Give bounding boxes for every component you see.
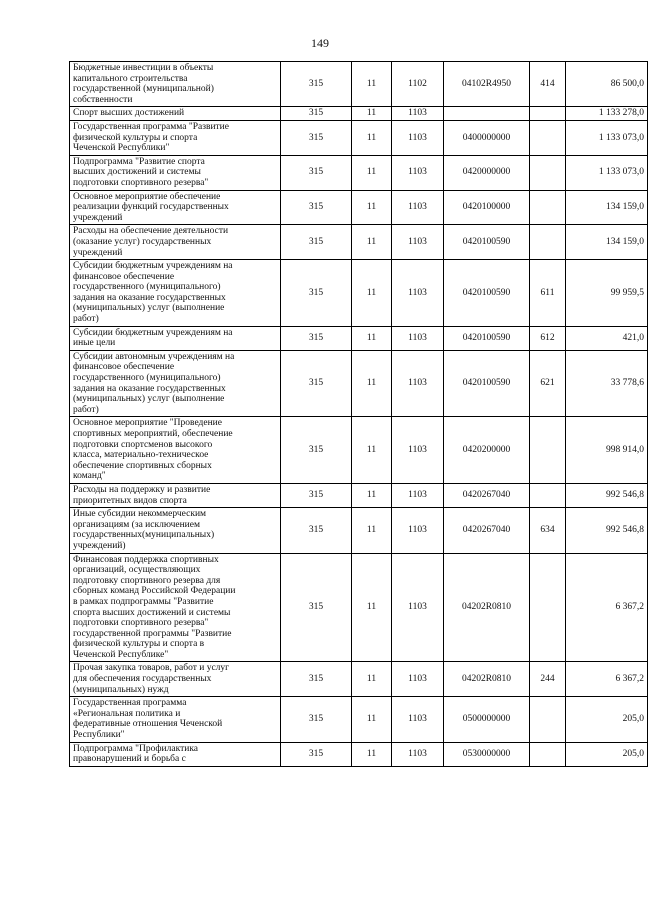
section-code-cell: 11 — [352, 107, 392, 121]
subsection-code-cell: 1103 — [392, 260, 444, 327]
table-row — [70, 155, 648, 190]
amount-cell: 6 367,2 — [566, 662, 648, 697]
target-article-cell: 0420267040 — [444, 508, 530, 553]
section-code-cell: 11 — [352, 508, 392, 553]
subsection-code-cell: 1103 — [392, 190, 444, 225]
target-article-cell: 0420000000 — [444, 155, 530, 190]
item-name-cell — [70, 190, 281, 225]
expense-type-cell: 634 — [530, 508, 566, 553]
item-name-text: Подпрограмма "Профилактика правонарушений и борьба с — [73, 743, 199, 765]
subsection-code-cell: 1103 — [392, 508, 444, 553]
subsection-code-cell: 1102 — [392, 62, 444, 107]
table-row — [70, 742, 648, 766]
expense-type-cell — [530, 107, 566, 121]
subsection-code-cell: 1103 — [392, 417, 444, 484]
table-row — [70, 260, 648, 327]
ministry-code-cell: 315 — [281, 260, 352, 327]
ministry-code-cell: 315 — [281, 225, 352, 260]
table-row — [70, 697, 648, 742]
subsection-code-cell: 1103 — [392, 120, 444, 155]
item-name-text: Основное мероприятие "Проведение спортивных мероприятий, обеспечение подготовки спортсменов высокого класса, материально-техническое обеспечение спортивных сборных команд" — [73, 418, 233, 482]
table-row — [70, 350, 648, 417]
budget-table — [69, 61, 648, 767]
table-row — [70, 553, 648, 662]
target-article-cell: 0530000000 — [444, 742, 530, 766]
amount-cell: 99 959,5 — [566, 260, 648, 327]
item-name-text: Бюджетные инвестиции в объекты капитального строительства государственной (муниципальной) собственности — [73, 63, 214, 105]
ministry-code-cell: 315 — [281, 190, 352, 225]
amount-cell: 1 133 278,0 — [566, 107, 648, 121]
item-name-text: Субсидии бюджетным учреждениям на иные цели — [73, 327, 233, 349]
amount-cell: 1 133 073,0 — [566, 120, 648, 155]
amount-cell: 992 546,8 — [566, 483, 648, 507]
subsection-code-cell: 1103 — [392, 107, 444, 121]
subsection-code-cell: 1103 — [392, 326, 444, 350]
expense-type-cell — [530, 697, 566, 742]
expense-type-cell — [530, 417, 566, 484]
item-name-text: Расходы на обеспечение деятельности (оказание услуг) государственных учреждений — [73, 226, 229, 258]
expense-type-cell — [530, 742, 566, 766]
table-row — [70, 120, 648, 155]
item-name-text: Государственная программа "Развитие физической культуры и спорта Чеченской Республики" — [73, 121, 229, 154]
ministry-code-cell: 315 — [281, 742, 352, 766]
section-code-cell: 11 — [352, 190, 392, 225]
section-code-cell: 11 — [352, 62, 392, 107]
table-row — [70, 107, 648, 121]
table-row — [70, 508, 648, 553]
target-article-cell — [444, 107, 530, 121]
subsection-code-cell: 1103 — [392, 553, 444, 662]
item-name-text: Спорт высших достижений — [73, 108, 185, 119]
target-article-cell: 0420100000 — [444, 190, 530, 225]
target-article-cell: 04202R0810 — [444, 553, 530, 662]
item-name-cell — [70, 417, 281, 484]
section-code-cell: 11 — [352, 417, 392, 484]
target-article-cell: 0420100590 — [444, 326, 530, 350]
subsection-code-cell: 1103 — [392, 350, 444, 417]
amount-cell: 205,0 — [566, 742, 648, 766]
expense-type-cell: 414 — [530, 62, 566, 107]
ministry-code-cell: 315 — [281, 326, 352, 350]
expense-type-cell — [530, 190, 566, 225]
ministry-code-cell: 315 — [281, 483, 352, 507]
item-name-cell — [70, 350, 281, 417]
item-name-text: Финансовая поддержка спортивных организаций, осуществляющих подготовку спортивного резерва для сборных команд Российской Федерации в рамках подпрограммы "Развитие спорта высших достижений и системы подготовки спортивного резерва" государственной программы "Развитие физической культуры и спорта в Чеченской Республике" — [73, 554, 236, 660]
section-code-cell: 11 — [352, 483, 392, 507]
ministry-code-cell: 315 — [281, 508, 352, 553]
table-row — [70, 417, 648, 484]
expense-type-cell — [530, 553, 566, 662]
item-name-cell — [70, 483, 281, 507]
ministry-code-cell: 315 — [281, 417, 352, 484]
expense-type-cell — [530, 155, 566, 190]
subsection-code-cell: 1103 — [392, 697, 444, 742]
table-row — [70, 326, 648, 350]
section-code-cell: 11 — [352, 697, 392, 742]
item-name-cell — [70, 155, 281, 190]
budget-table-body — [70, 62, 648, 767]
item-name-text: Иные субсидии некоммерческим организациям (за исключением государственных(муниципальных) учреждений) — [73, 509, 215, 551]
item-name-cell — [70, 62, 281, 107]
expense-type-cell: 244 — [530, 662, 566, 697]
item-name-cell — [70, 225, 281, 260]
ministry-code-cell: 315 — [281, 120, 352, 155]
section-code-cell: 11 — [352, 662, 392, 697]
amount-cell: 421,0 — [566, 326, 648, 350]
target-article-cell: 0420267040 — [444, 483, 530, 507]
item-name-text: Субсидии автономным учреждениям на финансовое обеспечение государственного (муниципального) задания на оказание государственных (муниципальных) услуг (выполнение работ) — [73, 351, 235, 415]
ministry-code-cell: 315 — [281, 697, 352, 742]
expense-type-cell: 612 — [530, 326, 566, 350]
expense-type-cell: 621 — [530, 350, 566, 417]
amount-cell: 992 546,8 — [566, 508, 648, 553]
item-name-text: Основное мероприятие обеспечение реализации функций государственных учреждений — [73, 191, 229, 223]
ministry-code-cell: 315 — [281, 662, 352, 697]
section-code-cell: 11 — [352, 225, 392, 260]
item-name-text: Субсидии бюджетным учреждениям на финансовое обеспечение государственного (муниципального) задания на оказание государственных (муниципальных) услуг (выполнение работ) — [73, 261, 233, 325]
section-code-cell: 11 — [352, 350, 392, 417]
amount-cell: 6 367,2 — [566, 553, 648, 662]
expense-type-cell — [530, 483, 566, 507]
amount-cell: 86 500,0 — [566, 62, 648, 107]
section-code-cell: 11 — [352, 553, 392, 662]
item-name-cell — [70, 120, 281, 155]
amount-cell: 205,0 — [566, 697, 648, 742]
item-name-text: Государственная программа «Региональная политика и федеративные отношения Чеченской Республики" — [73, 698, 223, 741]
ministry-code-cell: 315 — [281, 62, 352, 107]
amount-cell: 1 133 073,0 — [566, 155, 648, 190]
target-article-cell: 0500000000 — [444, 697, 530, 742]
item-name-cell — [70, 662, 281, 697]
subsection-code-cell: 1103 — [392, 155, 444, 190]
item-name-cell — [70, 742, 281, 766]
amount-cell: 33 778,6 — [566, 350, 648, 417]
target-article-cell: 0420100590 — [444, 260, 530, 327]
amount-cell: 134 159,0 — [566, 225, 648, 260]
page-number: 149 — [311, 36, 329, 50]
target-article-cell: 0420100590 — [444, 350, 530, 417]
expense-type-cell: 611 — [530, 260, 566, 327]
item-name-text: Прочая закупка товаров, работ и услуг для обеспечения государственных (муниципальных) нужд — [73, 663, 230, 695]
ministry-code-cell: 315 — [281, 155, 352, 190]
target-article-cell: 04202R0810 — [444, 662, 530, 697]
expense-type-cell — [530, 120, 566, 155]
item-name-cell — [70, 508, 281, 553]
item-name-cell — [70, 697, 281, 742]
ministry-code-cell: 315 — [281, 350, 352, 417]
target-article-cell: 04102R4950 — [444, 62, 530, 107]
amount-cell: 998 914,0 — [566, 417, 648, 484]
table-row — [70, 225, 648, 260]
target-article-cell: 0420200000 — [444, 417, 530, 484]
amount-cell: 134 159,0 — [566, 190, 648, 225]
expense-type-cell — [530, 225, 566, 260]
table-row — [70, 62, 648, 107]
item-name-text: Подпрограмма "Развитие спорта высших достижений и системы подготовки спортивного резерва" — [73, 156, 209, 188]
section-code-cell: 11 — [352, 742, 392, 766]
table-row — [70, 662, 648, 697]
item-name-cell — [70, 326, 281, 350]
target-article-cell: 0420100590 — [444, 225, 530, 260]
item-name-text: Расходы на поддержку и развитие приоритетных видов спорта — [73, 484, 211, 506]
subsection-code-cell: 1103 — [392, 483, 444, 507]
subsection-code-cell: 1103 — [392, 225, 444, 260]
section-code-cell: 11 — [352, 260, 392, 327]
section-code-cell: 11 — [352, 120, 392, 155]
item-name-cell — [70, 107, 281, 121]
ministry-code-cell: 315 — [281, 553, 352, 662]
subsection-code-cell: 1103 — [392, 662, 444, 697]
table-row — [70, 190, 648, 225]
subsection-code-cell: 1103 — [392, 742, 444, 766]
table-row — [70, 483, 648, 507]
ministry-code-cell: 315 — [281, 107, 352, 121]
section-code-cell: 11 — [352, 326, 392, 350]
item-name-cell — [70, 553, 281, 662]
item-name-cell — [70, 260, 281, 327]
target-article-cell: 0400000000 — [444, 120, 530, 155]
section-code-cell: 11 — [352, 155, 392, 190]
